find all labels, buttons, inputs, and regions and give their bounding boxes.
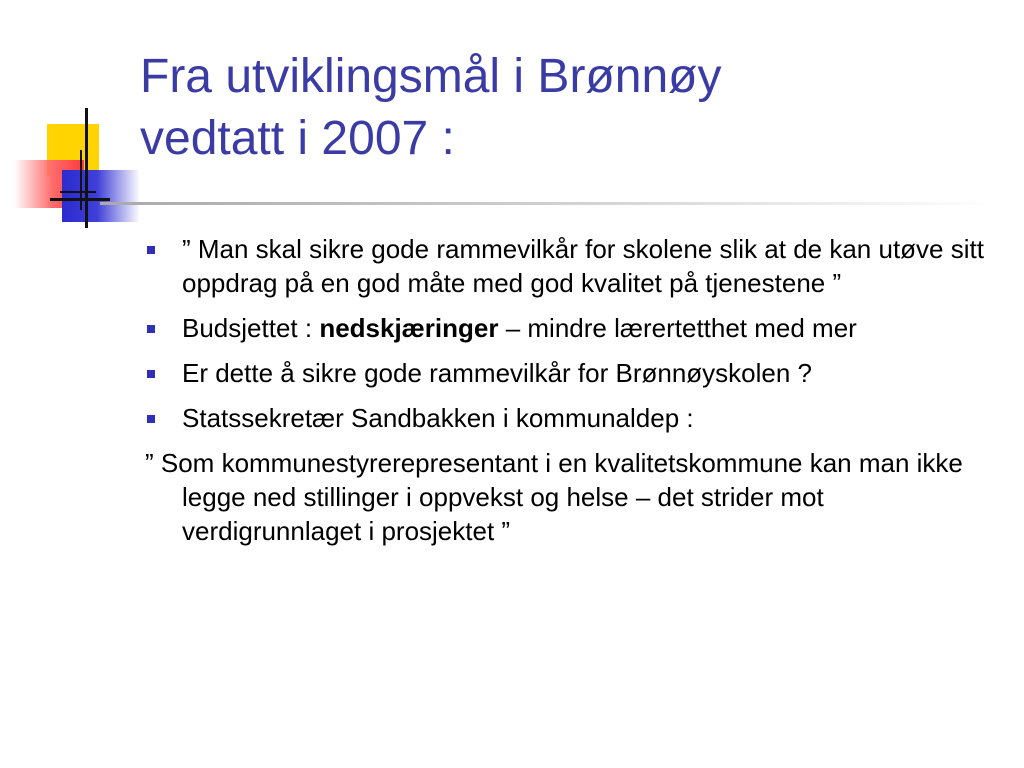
square-bullet-icon	[147, 370, 155, 378]
vertical-line	[85, 108, 88, 228]
square-bullet-icon	[147, 325, 155, 333]
horizontal-line	[50, 198, 110, 201]
bullet-text: Statssekretær Sandbakken i kommunaldep :	[182, 403, 694, 433]
bullet-text-suffix: – mindre lærertetthet med mer	[498, 313, 857, 343]
square-bullet-icon	[147, 246, 155, 254]
bullet-text-prefix: Budsjettet :	[182, 313, 320, 343]
bullet-item	[145, 401, 995, 435]
slide-body	[145, 232, 995, 548]
bullet-text-emphasis: nedskjæringer	[319, 313, 499, 343]
bullet-text: ” Man skal sikre gode rammevilkår for skolene slik at de kan utøve sitt oppdrag på en god måte med god kvalitet på tjenestene ”	[182, 234, 984, 298]
bullet-item	[145, 232, 995, 300]
bullet-item	[145, 311, 995, 345]
bullet-text: Er dette å sikre gode rammevilkår for Brønnøyskolen ?	[182, 358, 813, 388]
bullet-list	[145, 232, 995, 435]
closing-quote: ” Som kommunestyrerepresentant i en kvalitetskommune kan man ikke legge ned stillinger i oppvekst og helse – det strider mot verdigrunnlaget i prosjektet ”	[145, 448, 963, 546]
title-line-2: vedtatt i 2007 :	[140, 112, 455, 165]
slide-title	[140, 46, 1000, 170]
title-divider	[100, 202, 1000, 205]
title-line-1: Fra utviklingsmål i Brønnøy	[140, 50, 722, 103]
square-bullet-icon	[147, 415, 155, 423]
horizontal-line-secondary	[60, 191, 96, 193]
vertical-line-secondary	[80, 150, 82, 210]
blue-square	[62, 170, 140, 222]
bullet-item	[145, 356, 995, 390]
